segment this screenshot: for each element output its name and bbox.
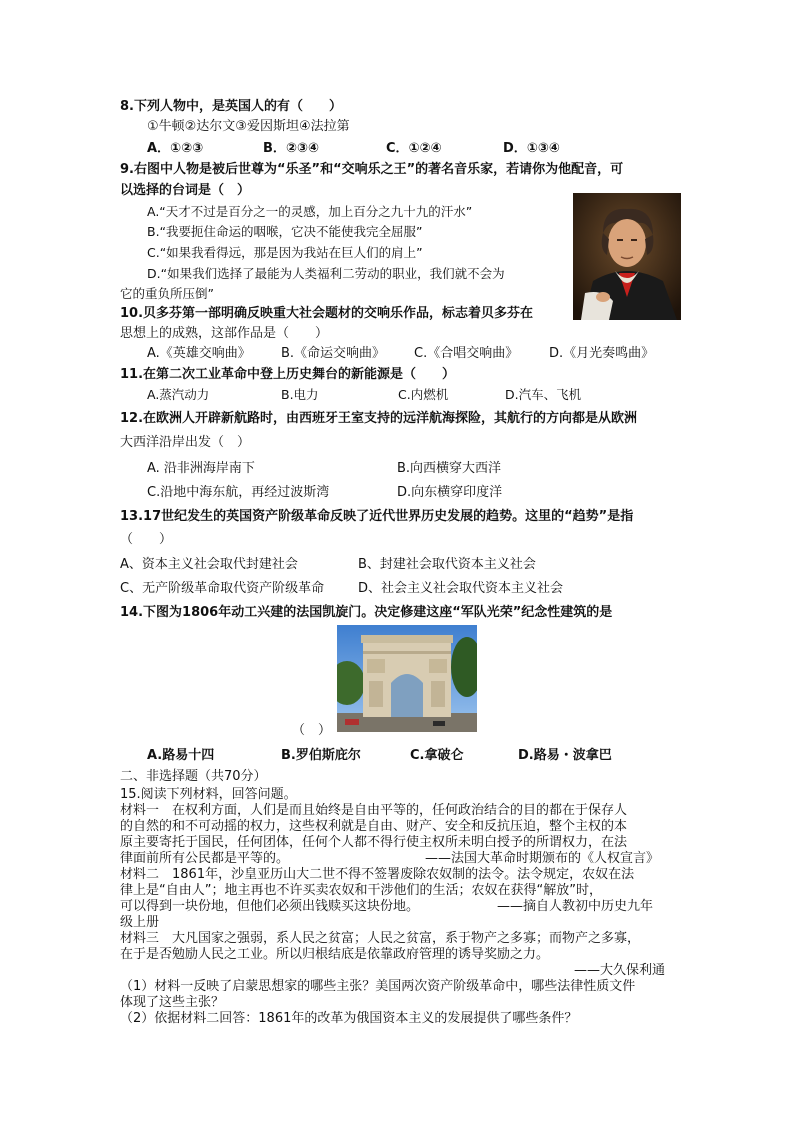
q14-answer-blank: （ ）: [292, 723, 332, 738]
q15-material2-line2: 律上是“自由人”；地主再也不许买卖农奴和干涉他们的生活；农奴在获得“解放”时，: [120, 883, 602, 898]
q11-option-a: A.蒸汽动力: [147, 387, 210, 402]
q13-stem-line1: 13.17世纪发生的英国资产阶级革命反映了近代世界历史发展的趋势。这里的“趋势”是指: [120, 509, 634, 524]
q14-option-a: A.路易十四: [147, 748, 215, 763]
q15-material1-line1: 材料一 在权利方面，人们是而且始终是自由平等的，任何政治结合的目的都在于保存人: [120, 803, 628, 818]
q14-option-d: D.路易・波拿巴: [518, 748, 612, 763]
section-heading: 二、非选择题（共70分）: [120, 769, 267, 784]
q14-option-c: C.拿破仑: [410, 748, 464, 763]
q9-option-b: B.“我要扼住命运的咽喉，它决不能使我完全屈服”: [147, 224, 423, 239]
q15-material2-source: ——摘自人教初中历史九年: [497, 899, 654, 914]
q10-option-b: B.《命运交响曲》: [281, 346, 386, 361]
q15-subquestion2: （2）依据材料二回答：1861年的改革为俄国资本主义的发展提供了哪些条件？: [120, 1011, 578, 1026]
q12-stem-line1: 12.在欧洲人开辟新航路时，由西班牙王室支持的远洋航海探险，其航行的方向都是从欧洲: [120, 411, 638, 426]
q9-option-c: C.“如果我看得远，那是因为我站在巨人们的肩上”: [147, 245, 423, 260]
q12-option-d: D.向东横穿印度洋: [397, 485, 503, 500]
q10-option-a: A.《英雄交响曲》: [147, 346, 251, 361]
q15-material1-line3: 原主要寄托于国民，任何团体，任何个人都不得行使主权所未明白授予的所谓权力，在法: [120, 835, 628, 850]
q10-stem-line1: 10.贝多芬第一部明确反映重大社会题材的交响乐作品，标志着贝多芬在: [120, 306, 534, 321]
q10-option-c: C.《合唱交响曲》: [414, 346, 519, 361]
q8-option-a: A．①②③: [147, 141, 204, 156]
beethoven-portrait: [573, 193, 681, 320]
q11-option-b: B.电力: [281, 387, 319, 402]
q8-option-d: D．①③④: [503, 141, 560, 156]
q12-stem-line2: 大西洋沿岸出发（ ）: [120, 435, 251, 450]
q15-material2-line4: 级上册: [120, 915, 160, 930]
q8-option-b: B．②③④: [263, 141, 319, 156]
q13-option-a: A、资本主义社会取代封建社会: [120, 557, 298, 572]
q9-stem-line2: 以选择的台词是（ ）: [120, 183, 251, 198]
q14-option-b: B.罗伯斯庇尔: [281, 748, 361, 763]
q9-option-d-line1: D.“如果我们选择了最能为人类福利二劳动的职业，我们就不会为: [147, 266, 505, 281]
q9-stem-line1: 9.右图中人物是被后世尊为“乐圣”和“交响乐之王”的著名音乐家，若请你为他配音，可: [120, 162, 624, 177]
q15-material1-source: ——法国大革命时期颁布的《人权宣言》: [425, 851, 660, 866]
q9-option-d-line2: 它的重负所压倒”: [120, 286, 214, 301]
q12-option-c: C.沿地中海东航，再经过波斯湾: [147, 485, 330, 500]
q15-subquestion1-line1: （1）材料一反映了启蒙思想家的哪些主张？美国两次资产阶级革命中，哪些法律性质文件: [120, 979, 636, 994]
q15-material2-line1: 材料二 1861年，沙皇亚历山大二世不得不签署废除农奴制的法令。法令规定，农奴在法: [120, 867, 635, 882]
q11-stem: 11.在第二次工业革命中登上历史舞台的新能源是（ ）: [120, 367, 456, 382]
q13-option-b: B、封建社会取代资本主义社会: [358, 557, 536, 572]
q11-option-d: D.汽车、飞机: [505, 387, 582, 402]
q15-material3-line2: 在于是否勉励人民之工业。所以归根结底是依靠政府管理的诱导奖励之力。: [120, 947, 550, 962]
q15-material3-line1: 材料三 大凡国家之强弱，系人民之贫富；人民之贫富，系于物产之多寡；而物产之多寡，: [120, 931, 641, 946]
q10-stem-line2: 思想上的成熟，这部作品是（ ）: [120, 326, 329, 341]
q10-option-d: D.《月光奏鸣曲》: [549, 346, 655, 361]
q15-material2-line3: 可以得到一块份地，但他们必须出钱赎买这块份地。: [120, 899, 420, 914]
q13-stem-line2: （ ）: [120, 532, 173, 547]
q15-subquestion1-line2: 体现了这些主张？: [120, 995, 225, 1010]
q15-stem: 15.阅读下列材料，回答问题。: [120, 787, 297, 802]
q12-option-a: A. 沿非洲海岸南下: [147, 461, 255, 476]
arc-de-triomphe-photo: [337, 625, 477, 732]
q8-stem: 8.下列人物中，是英国人的有（ ）: [120, 99, 342, 114]
q9-option-a: A.“天才不过是百分之一的灵感，加上百分之九十九的汗水”: [147, 204, 473, 219]
q13-option-d: D、社会主义社会取代资本主义社会: [358, 581, 564, 596]
q15-material3-source: ——大久保利通: [574, 963, 666, 978]
q12-option-b: B.向西横穿大西洋: [397, 461, 502, 476]
q13-option-c: C、无产阶级革命取代资产阶级革命: [120, 581, 325, 596]
q15-material1-line4: 律面前所有公民都是平等的。: [120, 851, 290, 866]
q15-material1-line2: 的自然的和不可动摇的权力，这些权利就是自由、财产、安全和反抗压迫，整个主权的本: [120, 819, 628, 834]
q8-people: ①牛顿②达尔文③爱因斯坦④法拉第: [147, 119, 350, 134]
q11-option-c: C.内燃机: [398, 387, 449, 402]
q14-stem: 14.下图为1806年动工兴建的法国凯旋门。决定修建这座“军队光荣”纪念性建筑的是: [120, 605, 613, 620]
q8-option-c: C．①②④: [386, 141, 442, 156]
